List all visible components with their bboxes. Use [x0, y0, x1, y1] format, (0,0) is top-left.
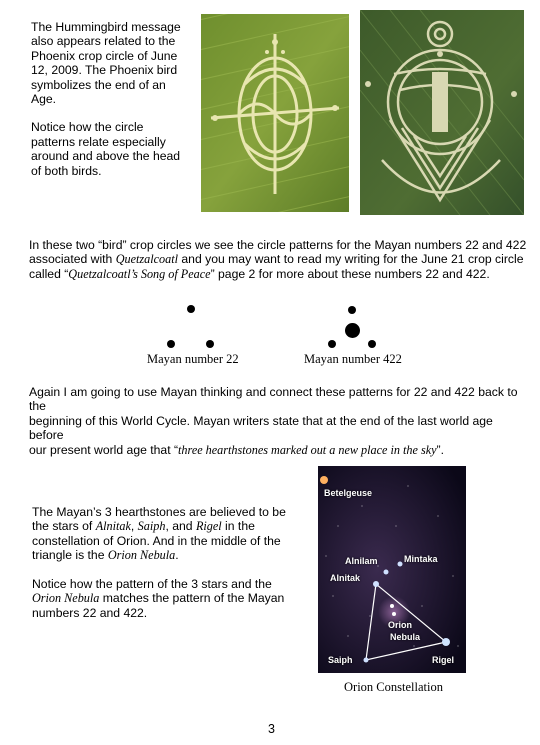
mayan-22-left-dot [167, 340, 175, 348]
text-run: our present world age that “ [29, 442, 179, 457]
text-run: ”. [436, 442, 444, 457]
paragraph-bird-crop-circles [29, 238, 529, 281]
text-run: called “ [29, 266, 69, 281]
star-label-betelgeuse: Betelgeuse [324, 488, 373, 498]
paragraph-line: numbers 22 and 422. [32, 605, 148, 620]
paragraph-pattern-match [32, 577, 302, 620]
intro-text [31, 20, 196, 178]
text-run: ” page 2 for more about these numbers 22 and 422. [210, 266, 490, 281]
mayan-22-right-dot [206, 340, 214, 348]
paragraph-line: constellation of Orion. And in the middle of the [32, 533, 281, 548]
text-run: associated with [29, 252, 116, 267]
text-run: , [130, 519, 138, 534]
paragraph-line [29, 252, 529, 266]
text-run: , and [165, 519, 196, 534]
paragraph-line: In these two “bird” crop circles we see the circle patterns for the Mayan numbers 22 and 422 [29, 238, 527, 252]
paragraph-line: beginning of this World Cycle. Mayan writers state that at the end of the last world age before [29, 413, 493, 443]
emphasis-song-title: Quetzalcoatl’s Song of Peace [68, 266, 211, 281]
star-label-mintaka: Mintaka [404, 554, 438, 564]
paragraph-line [32, 548, 302, 562]
mayan-22-top-dot [187, 305, 195, 313]
intro-line: of both birds. [31, 163, 102, 178]
star-label-alnitak: Alnitak [330, 573, 361, 583]
star-label-rigel: Rigel [432, 655, 455, 665]
intro-line: Age. [31, 92, 57, 107]
text-run: the stars of [32, 519, 96, 534]
star-label-saiph: Saiph [328, 655, 353, 665]
emphasis-quote: three hearthstones marked out a new place in the sky [178, 442, 437, 457]
intro-line: symbolizes the end of an [31, 77, 166, 92]
phoenix-crop-circle-photo [360, 10, 524, 215]
star-label-orion: Orion [388, 620, 412, 630]
paragraph-line [29, 267, 529, 281]
text-run: matches the pattern of the Mayan [99, 591, 285, 606]
paragraph-line [29, 443, 529, 457]
intro-line: also appears related to the [31, 34, 176, 49]
orion-caption: Orion Constellation [344, 680, 443, 694]
intro-line: The Hummingbird message [31, 20, 181, 34]
mayan-422-right-dot [368, 340, 376, 348]
mayan-422-label: Mayan number 422 [304, 352, 402, 366]
emphasis-quetzalcoatl: Quetzalcoatl [115, 252, 179, 267]
mayan-422-top-dot [348, 306, 356, 314]
mayan-22-label: Mayan number 22 [147, 352, 239, 366]
star-label-alnilam: Alnilam [345, 556, 378, 566]
text-run: triangle is the [32, 548, 108, 563]
emphasis-alnitak: Alnitak [95, 519, 131, 534]
star-label-nebula: Nebula [390, 632, 421, 642]
mayan-422-center-dot [345, 323, 360, 338]
text-run: and you may want to read my writing for the June 21 crop circle [178, 252, 524, 267]
intro-line: patterns relate especially [31, 134, 166, 149]
page-number: 3 [268, 722, 275, 736]
orion-constellation-photo [318, 466, 466, 673]
text-run: . [175, 548, 179, 563]
paragraph-mayan-thinking [29, 385, 529, 457]
text-run: in the [221, 519, 255, 534]
paragraph-line: Again I am going to use Mayan thinking and connect these patterns for 22 and 422 back to the [29, 385, 518, 414]
intro-line: Notice how the circle [31, 120, 144, 135]
emphasis-saiph: Saiph [137, 519, 166, 534]
intro-line: 12, 2009. The Phoenix bird [31, 63, 178, 78]
intro-line: Phoenix crop circle of June [31, 48, 178, 63]
mayan-422-left-dot [328, 340, 336, 348]
paragraph-line: Notice how the pattern of the 3 stars and the [32, 577, 272, 591]
emphasis-orion-nebula: Orion Nebula [32, 591, 100, 606]
emphasis-rigel: Rigel [195, 519, 222, 534]
paragraph-line [32, 519, 302, 533]
paragraph-hearthstones [32, 505, 302, 563]
emphasis-orion-nebula: Orion Nebula [107, 548, 176, 563]
paragraph-line [32, 591, 302, 605]
paragraph-line: The Mayan’s 3 hearthstones are believed to be [32, 505, 286, 519]
hummingbird-crop-circle-photo [201, 14, 349, 212]
intro-line: around and above the head [31, 149, 181, 164]
